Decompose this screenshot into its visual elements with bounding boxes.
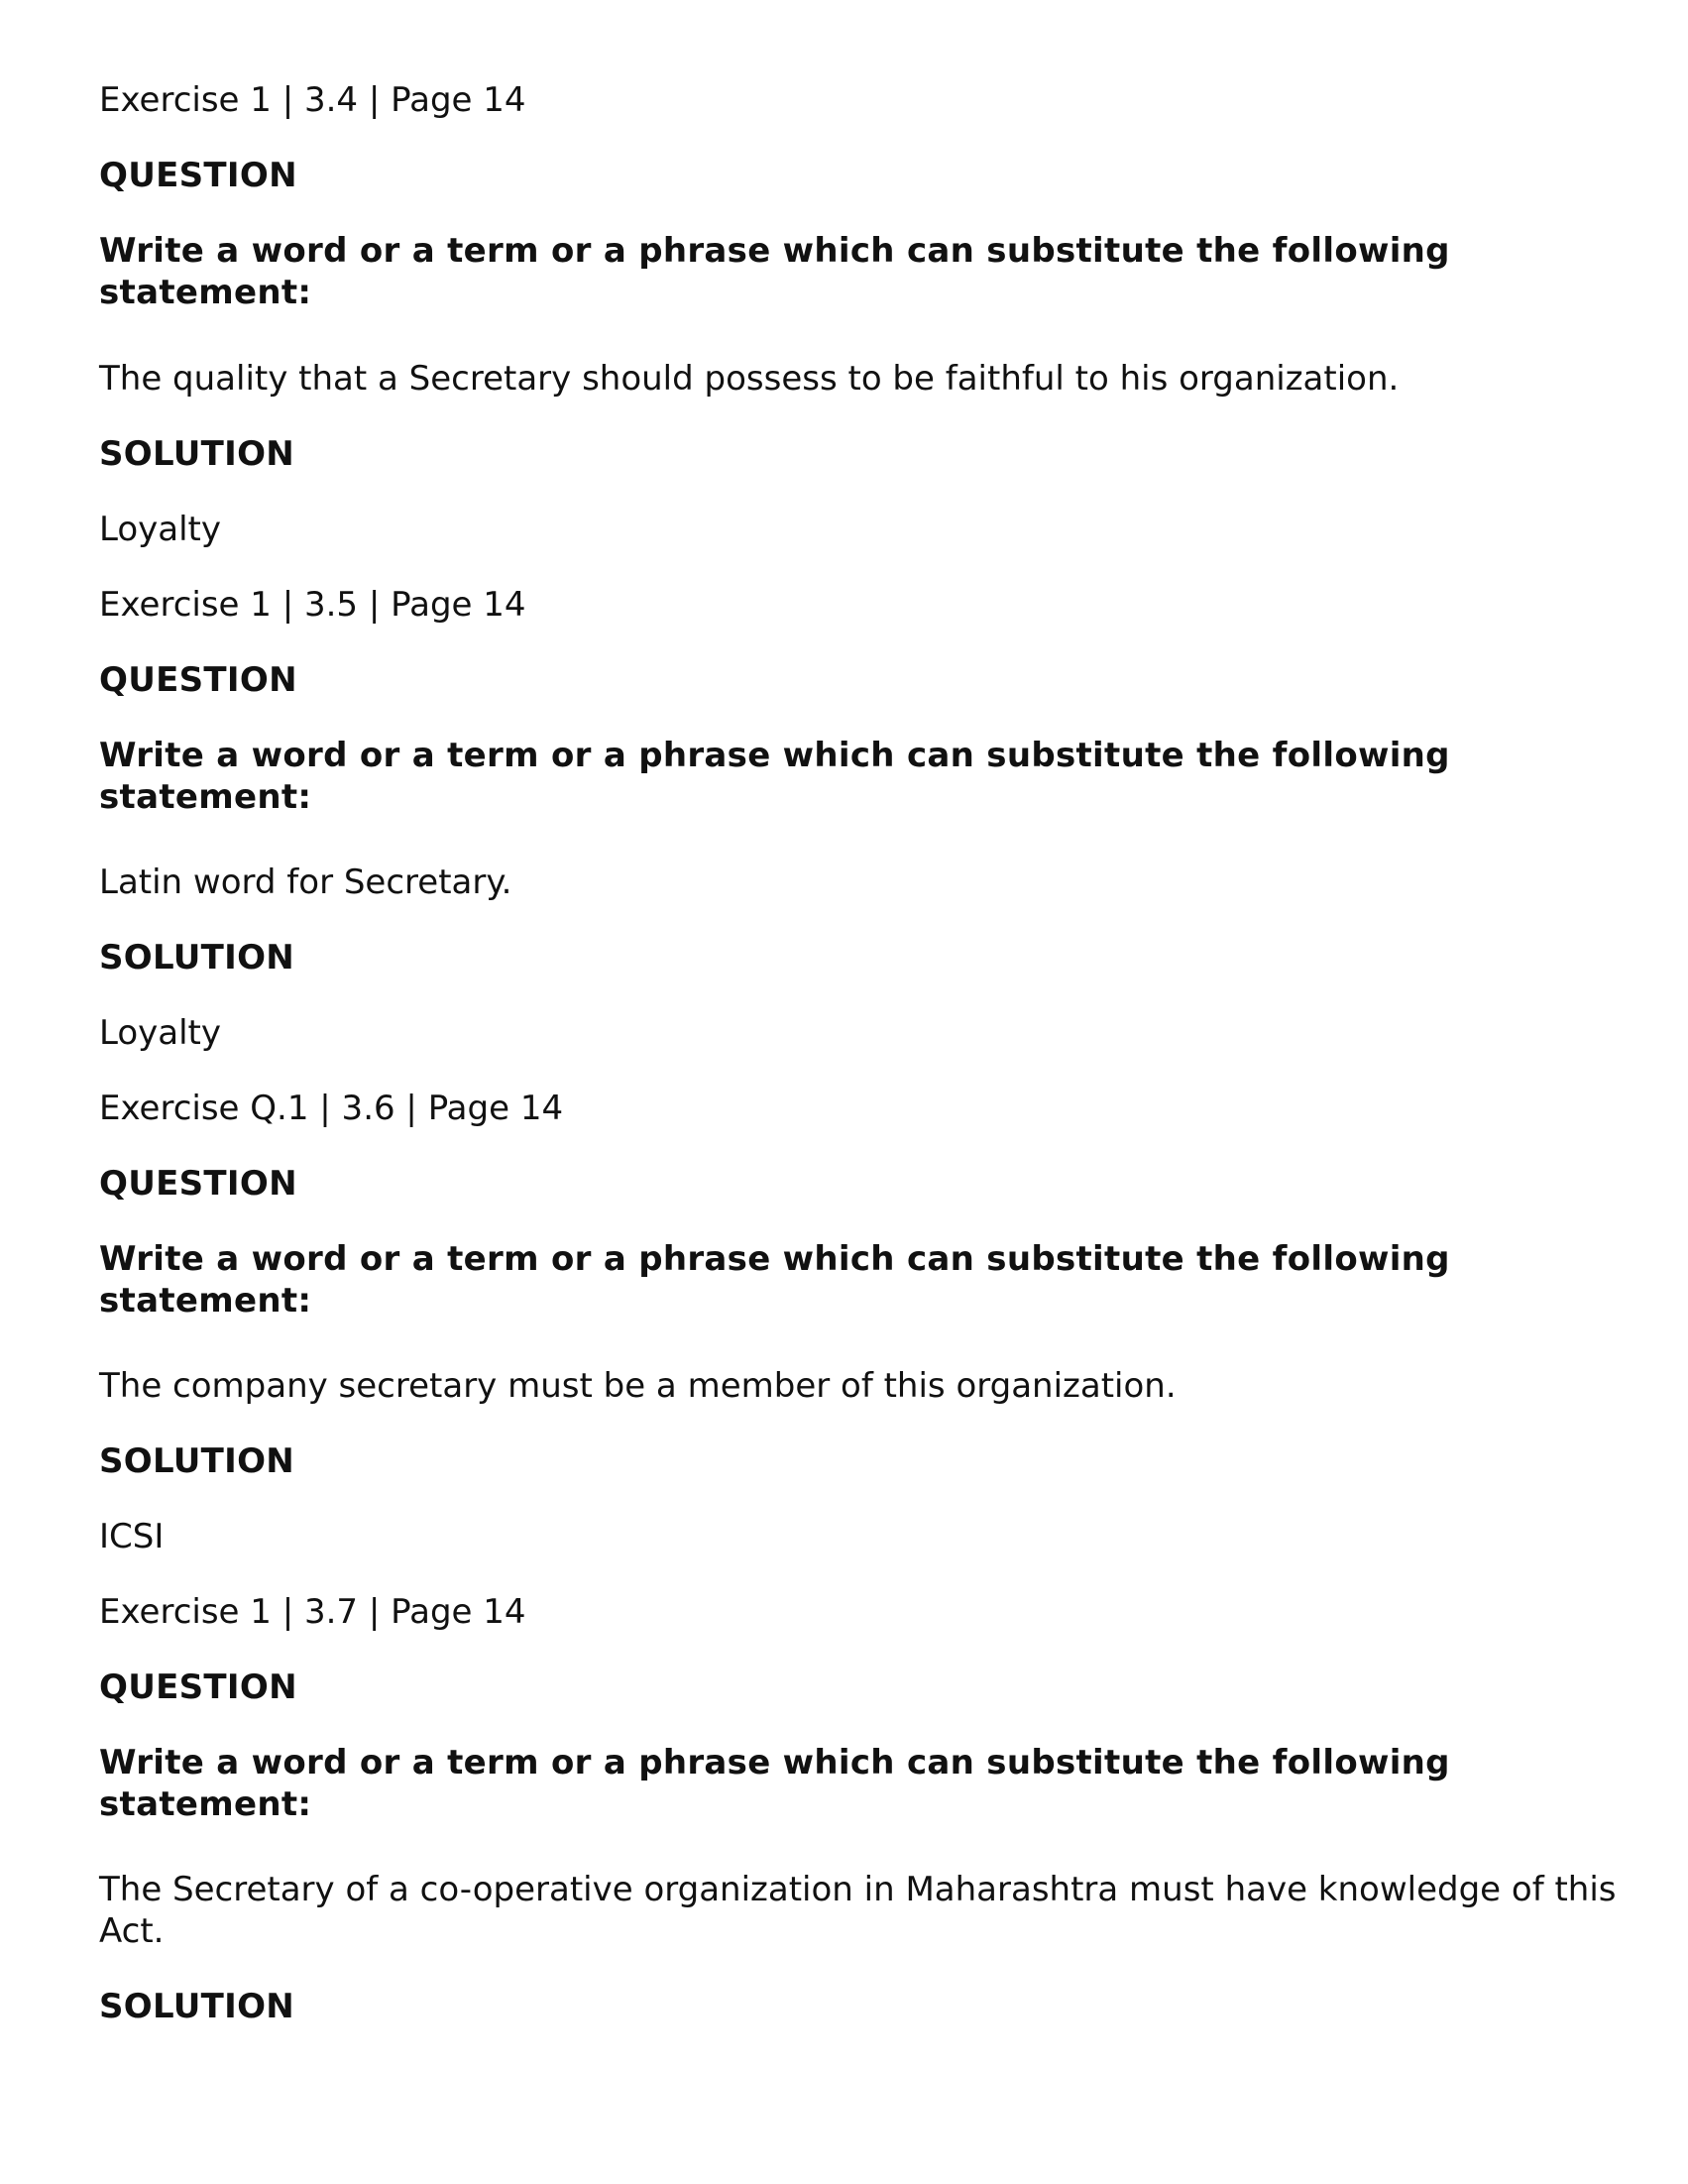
solution-heading: SOLUTION bbox=[99, 1987, 295, 2026]
question-instruction-cont: statement: bbox=[99, 777, 312, 817]
solution-answer: Loyalty bbox=[99, 1013, 222, 1053]
exercise-reference: Exercise 1 | 3.5 | Page 14 bbox=[99, 585, 526, 625]
question-instruction-cont: statement: bbox=[99, 273, 312, 312]
question-heading: QUESTION bbox=[99, 1164, 297, 1204]
question-instruction: Write a word or a term or a phrase which can substitute the following bbox=[99, 1239, 1450, 1279]
exercise-reference: Exercise 1 | 3.4 | Page 14 bbox=[99, 80, 526, 120]
question-statement: The company secretary must be a member of this organization. bbox=[99, 1366, 1177, 1406]
question-heading: QUESTION bbox=[99, 1667, 297, 1707]
solution-heading: SOLUTION bbox=[99, 434, 295, 474]
question-heading: QUESTION bbox=[99, 660, 297, 700]
solution-answer: Loyalty bbox=[99, 510, 222, 549]
question-heading: QUESTION bbox=[99, 156, 297, 195]
question-instruction: Write a word or a term or a phrase which can substitute the following bbox=[99, 231, 1450, 271]
question-statement: The quality that a Secretary should possess to be faithful to his organization. bbox=[99, 359, 1400, 399]
exercise-reference: Exercise Q.1 | 3.6 | Page 14 bbox=[99, 1089, 564, 1128]
solution-heading: SOLUTION bbox=[99, 1441, 295, 1481]
solution-heading: SOLUTION bbox=[99, 938, 295, 977]
solution-answer: ICSI bbox=[99, 1517, 165, 1556]
exercise-reference: Exercise 1 | 3.7 | Page 14 bbox=[99, 1592, 526, 1632]
question-instruction: Write a word or a term or a phrase which can substitute the following bbox=[99, 1743, 1450, 1782]
document-page bbox=[99, 0, 1626, 2184]
question-instruction: Write a word or a term or a phrase which can substitute the following bbox=[99, 736, 1450, 775]
question-statement: Latin word for Secretary. bbox=[99, 862, 512, 902]
question-instruction-cont: statement: bbox=[99, 1784, 312, 1824]
question-instruction-cont: statement: bbox=[99, 1281, 312, 1321]
question-statement-cont: Act. bbox=[99, 1911, 165, 1951]
question-statement: The Secretary of a co-operative organization in Maharashtra must have knowledge of this bbox=[99, 1870, 1617, 1909]
